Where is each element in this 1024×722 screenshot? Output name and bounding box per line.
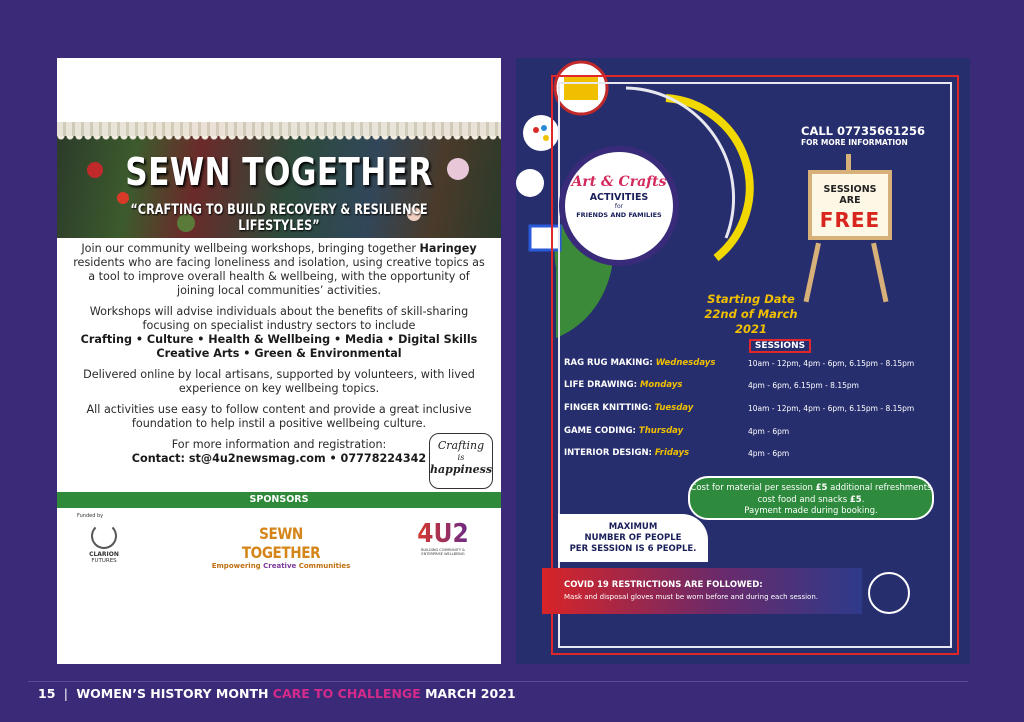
body-text — [69, 242, 489, 473]
sponsors-bar: SPONSORS — [57, 492, 501, 508]
footer: 15 | WOMEN’S HISTORY MONTH CARE TO CHALLENGE MARCH 2021 — [38, 686, 516, 701]
contact-paragraph: For more information and registration: Contact: st@4u2newsmag.com • 07778224342 — [131, 438, 427, 465]
circles-icon — [868, 572, 910, 614]
lace-scallop — [57, 136, 501, 142]
lace-border — [57, 122, 501, 136]
crafting-happiness-sticker: Crafting is happiness — [429, 433, 493, 489]
sewn-together-logo: SEWN TOGETHER Empowering Creative Communities — [211, 524, 351, 570]
footer-highlight: CARE TO CHALLENGE — [272, 686, 421, 701]
banner-title: SEWN TOGETHER — [125, 150, 433, 194]
left-page — [57, 58, 501, 664]
right-page: Art & Crafts ACTIVITIES for FRIENDS AND FAMILIES CALL 07735661256 FOR MORE INFORMATION SESSIONS ARE FREE Starting Date 22nd of March 2021 SESSIONS RAG RUG MAKING: Wednesdays 10am - 12pm, 4pm - 6pm, 6.15pm - 8.15pm LIFE DRAWING: Mondays 4pm - 6pm, 6.15pm - 8.15pm FINGER KNITTING: Tuesday 10am - 12pm, 4pm - 6pm, 6.15pm - 8.15pm GAME CODING: Thursday 4pm - 6pm INTERIOR DESIGN: Fridays 4pm - 6pm Cost for material per session £5 additional refreshments cost food and snacks £5. Payment made during booking. MAXIMUM NUMBER OF PEOPLE PER SESSION IS 6 PEOPLE. COVID 19 RESTRICTIONS ARE FOLLOWED: Mask and disposal gloves must be worn before and during each session. — [516, 58, 970, 664]
sessions-badge: SESSIONS — [749, 339, 811, 353]
clarion-logo: Funded by CLARION FUTURES — [77, 513, 119, 564]
workshops-paragraph: Workshops will advise individuals about the benefits of skill-sharing focusing on specialist industry sectors to include Crafting • Culture • Health & Wellbeing • Media • Digital Skills Creative Arts • Green & Environmental — [80, 305, 478, 360]
footer-date: MARCH 2021 — [425, 686, 516, 701]
banner — [57, 122, 501, 238]
activities-paragraph: All activities use easy to follow content and provide a great inclusive foundation to help instil a positive wellbeing culture. — [86, 403, 472, 430]
page-number: 15 — [38, 686, 56, 701]
contact-line: Contact: st@4u2newsmag.com • 07778224342 — [131, 452, 427, 465]
intro-paragraph: Join our community wellbeing workshops, bringing together Haringey residents who are facing loneliness and isolation, using creative topics as a tool to improve overall health & wellbeing, with the opportunity of joining local communities’ activities. — [73, 242, 485, 297]
yarn-icon — [516, 169, 544, 197]
max-people-box: MAXIMUM NUMBER OF PEOPLE PER SESSION IS 6 PEOPLE. — [558, 514, 708, 562]
clarion-icon — [91, 523, 117, 549]
covid-banner: COVID 19 RESTRICTIONS ARE FOLLOWED: Mask and disposal gloves must be worn before and during each session. — [542, 568, 862, 614]
footer-divider — [28, 681, 968, 682]
banner-subtitle: “CRAFTING TO BUILD RECOVERY & RESILIENCE LIFESTYLES” — [130, 202, 428, 234]
call-number: CALL 07735661256 — [801, 124, 926, 138]
footer-title: WOMEN’S HISTORY MONTH — [76, 686, 269, 701]
4u2-logo: 4U2 BUILDING COMMUNITY & ENTERPRISE WELLBEING — [417, 519, 469, 556]
sessions-free-board: SESSIONS ARE FREE — [808, 170, 892, 240]
cost-box: Cost for material per session £5 additional refreshments cost food and snacks £5. Payment made during booking. — [688, 476, 934, 520]
call-subtext: FOR MORE INFORMATION — [801, 138, 908, 147]
delivered-paragraph: Delivered online by local artisans, supported by volunteers, with lived experience on key wellbeing topics. — [83, 368, 475, 395]
art-crafts-circle: Art & Crafts ACTIVITIES for FRIENDS AND FAMILIES — [559, 146, 679, 266]
starting-date: Starting Date 22nd of March 2021 — [704, 292, 798, 336]
